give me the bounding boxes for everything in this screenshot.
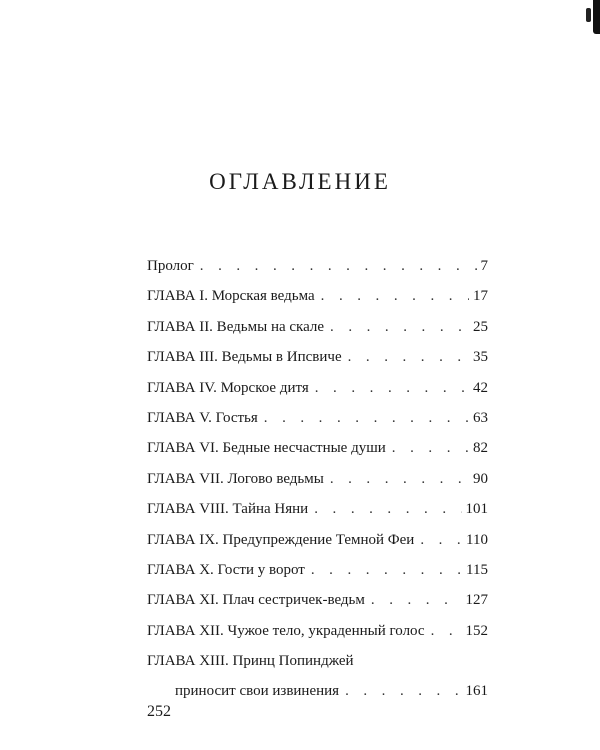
toc-entry-title: ГЛАВА V. Гостья <box>147 409 258 426</box>
toc-entry-title: ГЛАВА X. Гости у ворот <box>147 561 305 578</box>
toc-entry[interactable] <box>147 464 488 494</box>
toc-entry-page: 7 <box>480 258 488 274</box>
toc-entry[interactable] <box>147 373 488 403</box>
toc-entry-page: 82 <box>473 440 488 457</box>
toc-entry-title: ГЛАВА III. Ведьмы в Ипсвиче <box>147 349 342 366</box>
toc-entry-page: 110 <box>466 531 488 548</box>
toc-entry[interactable] <box>147 251 488 281</box>
toc-entry-page: 127 <box>465 592 488 609</box>
toc-entry-page: 90 <box>473 470 488 487</box>
toc-entry[interactable] <box>147 494 488 524</box>
toc-entry-title: ГЛАВА I. Морская ведьма <box>147 288 315 305</box>
page-edge-mark-small <box>586 8 591 22</box>
table-of-contents <box>147 251 488 707</box>
toc-entry-title-continued: приносит свои извинения <box>175 683 340 700</box>
dot-leader <box>392 433 469 463</box>
toc-entry-title: ГЛАВА IX. Предупреждение Темной Феи <box>147 531 415 548</box>
dot-leader <box>264 403 469 433</box>
dot-leader <box>431 616 462 646</box>
dot-leader <box>314 494 461 524</box>
dot-leader <box>321 281 469 311</box>
toc-entry-title: ГЛАВА XIII. Принц Попинджей <box>147 653 354 670</box>
dot-leader <box>315 373 469 403</box>
toc-entry-title: ГЛАВА XI. Плач сестричек-ведьм <box>147 592 365 609</box>
toc-entry[interactable] <box>147 585 488 615</box>
toc-entry-title: ГЛАВА VIII. Тайна Няни <box>147 501 309 518</box>
toc-entry-page: 42 <box>473 379 488 396</box>
toc-entry-page: 63 <box>473 409 488 426</box>
toc-entry[interactable] <box>147 433 488 463</box>
toc-entry[interactable] <box>147 525 488 555</box>
toc-entry-page: 115 <box>466 561 488 578</box>
toc-entry-continuation <box>147 676 488 706</box>
dot-leader <box>348 342 469 372</box>
dot-leader <box>200 251 477 281</box>
toc-entry-title: ГЛАВА VII. Логово ведьмы <box>147 470 324 487</box>
toc-entry-multiline[interactable] <box>147 646 488 707</box>
page-title: ОГЛАВЛЕНИЕ <box>209 169 391 194</box>
toc-entry-page: 161 <box>465 683 488 700</box>
toc-entry-title: ГЛАВА VI. Бедные несчастные души <box>147 440 386 457</box>
dot-leader <box>420 525 462 555</box>
toc-entry-title: ГЛАВА XII. Чужое тело, украденный голос <box>147 622 425 639</box>
toc-entry-page: 17 <box>473 288 488 305</box>
toc-entry-title: Пролог <box>147 258 194 274</box>
dot-leader <box>311 555 462 585</box>
toc-entry-title: ГЛАВА II. Ведьмы на скале <box>147 318 325 335</box>
toc-entry-page: 25 <box>473 318 488 335</box>
dot-leader <box>330 312 469 342</box>
toc-entry[interactable] <box>147 281 488 311</box>
toc-entry[interactable] <box>147 312 488 342</box>
toc-entry-page: 35 <box>473 349 488 366</box>
page-number: 252 <box>147 703 171 720</box>
dot-leader <box>371 585 462 615</box>
dot-leader <box>345 676 461 706</box>
toc-entry[interactable] <box>147 403 488 433</box>
toc-entry-page: 101 <box>465 501 488 518</box>
toc-entry-title: ГЛАВА IV. Морское дитя <box>147 379 309 396</box>
toc-entry[interactable] <box>147 555 488 585</box>
toc-entry-page: 152 <box>465 622 488 639</box>
dot-leader <box>330 464 469 494</box>
toc-entry[interactable] <box>147 616 488 646</box>
toc-entry[interactable] <box>147 342 488 372</box>
page-edge-mark <box>593 0 600 34</box>
